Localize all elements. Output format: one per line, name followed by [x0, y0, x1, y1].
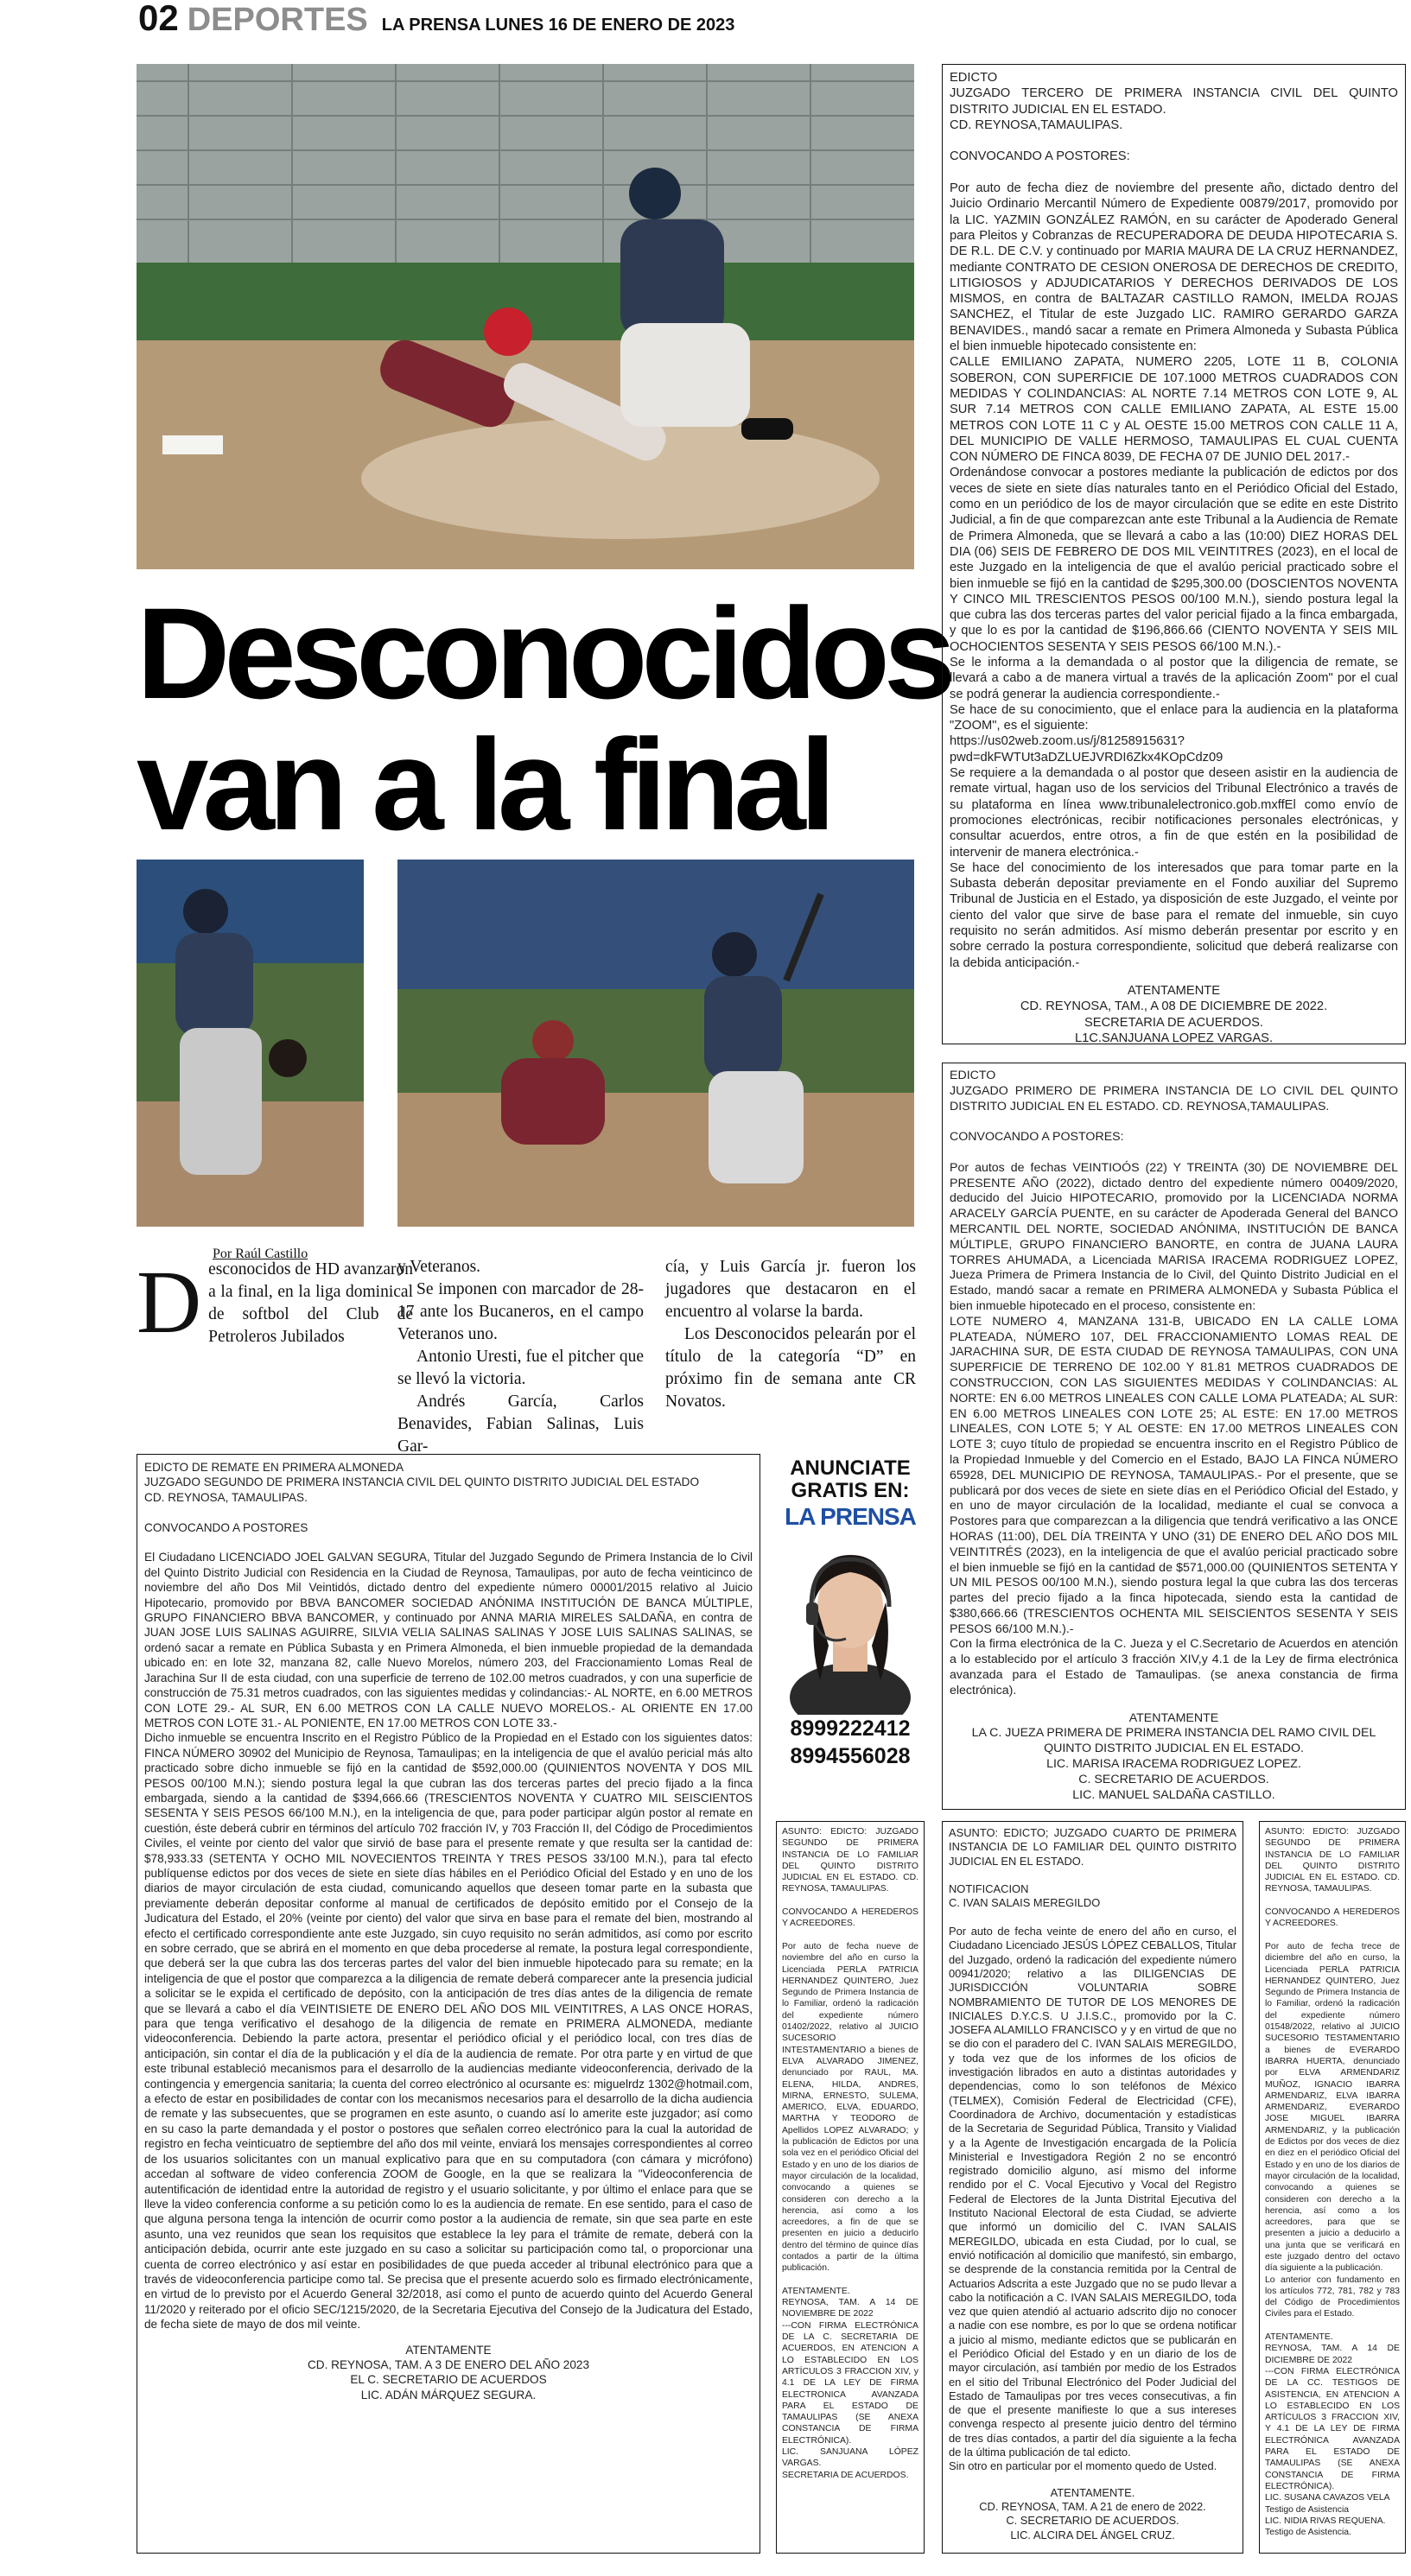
byline: Por Raúl Castillo	[213, 1247, 308, 1261]
article-paragraph: Andrés García, Carlos Benavides, Fabian Salinas, Luis Gar-	[397, 1393, 644, 1456]
article-column-3	[665, 1256, 916, 1413]
section-name: DEPORTES	[187, 2, 368, 38]
legal-notice-3	[137, 1454, 760, 2554]
notice-body: ASUNTO: EDICTO: JUZGADO SEGUNDO DE PRIMERA INSTANCIA DE LO FAMILIAR DEL QUINTO DISTRITO JUDICIAL EN EL ESTADO. CD. REYNOSA, TAMAULIPAS. CONVOCANDO A HEREDEROS Y ACREEDORES. Por auto de fecha trece de diciembre del año en curso, la Licenciada PERLA PATRICIA HERNANDEZ QUINTERO, Juez Segundo de Primera Instancia de lo Familiar, ordenó la radicación del expediente número 01548/2022, relativo al JUICIO SUCESORIO TESTAMENTARIO a bienes de EVERARDO IBARRA HUERTA, denunciado por ELVA ARMENDARIZ MUÑOZ, IGNACIO IBARRA ARMENDARIZ, ELVA IBARRA ARMENDARIZ, EVERARDO JOSE MIGUEL IBARRA ARMENDARIZ, y la publicación de Edictos por dos veces de diez en diez en el periódico Oficial del Estado y en uno de los diarios de mayor circulación de la localidad, convocando a quienes se consideren con derecho a la herencia, así como a los acreedores, para que se presenten a juicio a deducirlo a una junta que se verificará en este juzgado dentro del octavo día siguiente a la publicación. Lo anterior con fundamento en los artículos 772, 781, 782 y 783 del Código de Procedimientos Civiles para el Estado. ATENTAMENTE. REYNOSA, TAM. A 14 DE DICIEMBRE DE 2022 ---CON FIRMA ELECTRÓNICA DE LA CC. TESTIGOS DE ASISTENCIA, EN ATENCION A LO ESTABLECIDO EN LOS ARTÍCULOS 3 FRACCION XIV, Y 4.1 DE LA LEY DE FIRMA ELECTRÓNICA AVANZADA PARA EL ESTADO DE TAMAULIPAS (SE ANEXA CONSTANCIA DE FIRMA ELECTRÓNICA). LIC. SUSANA CAVAZOS VELA Testigo de Asistencia LIC. NIDIA RIVAS REQUENA. Testigo de Asistencia.	[1265, 1827, 1400, 2538]
article-paragraph: cía, y Luis García jr. fueron los jugadores que destacaron en el encuentro al volarse la barda.	[665, 1258, 916, 1321]
page-number: 02	[138, 0, 179, 38]
legal-notice-4	[776, 1821, 925, 2554]
photo-batter	[397, 860, 914, 1227]
legal-notice-5	[942, 1821, 1243, 2554]
advert-phone-2: 8994556028	[790, 1744, 911, 1768]
dateline: LA PRENSA LUNES 16 DE ENERO DE 2023	[381, 16, 735, 35]
notice-body: EDICTO DE REMATE EN PRIMERA ALMONEDA JUZGADO SEGUNDO DE PRIMERA INSTANCIA CIVIL DEL QUINTO DISTRITO JUDICIAL DEL ESTADO CD. REYNOSA, TAMAULIPAS. CONVOCANDO A POSTORES El Ciudadano LICENCIADO JOEL GALVAN SEGURA, Titular del Juzgado Segundo de Primera Instancia de lo Civil del Quinto Distrito Judicial con Residencia en la Ciudad de Reynosa, Tamaulipas, por auto de fecha veinticinco de noviembre del año Dos Mil Veintidós, dictado dentro del expediente número 00001/2015 relativo al Juicio Hipotecario, promovido por BBVA BANCOMER SOCIEDAD ANÓNIMA INSTITUCIÓN DE BANCA MÚLTIPLE, GRUPO FINANCIERO BBVA BANCOMER, y continuado por ANNA MARIA MIRELES SALDAÑA, en contra de JUAN JOSE LUIS SALINAS AGUIRRE, SILVIA VELIA SALINAS SALINAS Y JOSE LUIS SALINAS SALINAS, se ordenó sacar a remate en Pública Subasta y en Primera Almoneda, el bien inmueble propiedad de la demandada ubicado en: en lote 32, manzana 82, calle Nuevo Morelos, número 203, del Fraccionamiento Lomas Real de Jarachina Sur II de esta ciudad, con una superficie de terreno de 102.00 metros cuadrados, y con una superficie de construcción de 75.31 metros cuadrados, con las siguientes medidas y colindancias:- AL NORTE, en 6.00 METROS CON LOTE 29.- AL SUR, EN 6.00 METROS CON LA CALLE NUEVO MORELOS.- AL ORIENTE EN 17.00 METROS CON LOTE 31.- AL PONIENTE, EN 17.00 METROS CON LOTE 33.- Dicho inmueble se encuentra Inscrito en el Registro Público de la Propiedad en el Estado con los siguientes datos: FINCA NÚMERO 30902 del Municipio de Reynosa, Tamaulipas; en la inteligencia de que el avalúo pericial más alto practicado sobre dicho inmueble se fijó en la cantidad de $592,000.00 (QUINIENTOS NOVENTA Y DOS MIL PESOS 00/100 M.N.); siendo postura legal la que cubran las dos terceras partes del precio fijado a la finca embargada, siendo a la cantidad de $394,666.66 (TRESCIENTOS NOVENTA Y CUATRO MIL SEISCIENTOS SESENTA Y SEIS PESOS 66/100 M.N.), en la inteligencia de que, para poder participar algún postor al remate en cuestión, éste deberá cubrir en términos del artículo 702 fracción IV, y 703 Fracción II, del Código de Procedimientos Civiles, el veinte por ciento del valor que sirvió de base para el presente remate y que resulta ser la cantidad de: $78,933.33 (SETENTA Y OCHO MIL NOVECIENTOS TREINTA Y TRES PESOS 33/100 M.N.), para tal efecto publíquense edictos por dos veces de siete en siete días hábiles en el Periódico Oficial del Estado y en uno de los diarios de mayor circulación de esta ciudad, comunicando aquellos que deseen tomar parte en la subasta que previamente deberán depositar conforme al manual de certificados de depósito emitido por el Consejo de la Judicatura del Estado, el 20% (veinte por ciento) del valor que sirva en base para el remate del bien, mostrando al efecto el certificado correspondiente ante este Juzgado, sin cuyo requisito no serán admitidos, así como por escrito en sobre cerrado, que se abrirá en el momento en que deba procederse al remate, la postura legal correspondiente, que deberá ser la que cubra las dos terceras partes del valor del bien inmueble hipotecado para su remate; en la inteligencia de que el postor que comparezca a la diligencia de remate deberá comparecer ante la presencia judicial a solicitar se le expida el certificado de depósito, con la anticipación de tres días antes de la diligencia de remate que se llevará a cabo el día VEINTISIETE DE ENERO DEL AÑO DOS MIL VEINTITRES, A LAS ONCE HORAS, para que tenga verificativo el desahogo de la diligencia de remate en PRIMERA ALMONEDA, mediante videoconferencia. Debiendo la parte actora, presentar el periódico oficial y el periódico local, con tres días de anticipación, sin contar el día de la publicación y el día de la audiencia de remate. Por otra parte y en virtud de que este tribunal estableció mecanismos para el desarrollo de la audiencias mediante videoconferencia, derivado de la contingencia y emergencia sanitaria; la cuenta del correo electrónico al ocursante es: miguelrdz 1302@hotmail.com, a efecto de estar en posibilidades de contar con los mecanismos necesarios para el desarrollo de la dicha audiencia de remate y las subsecuentes, que se programen en este asunto, o cuando así lo amerite este juzgador; así como en su caso la parte demandada y el postor o postores que señalen correo electrónico para la cual la autoridad de registro en fecha veinticuatro de septiembre del año dos mil veinte, enviará los mensajes correspondientes al correo de los usuarios solicitantes con un manual explicativo para que en su computadora (con cámara y micrófono) accedan al software de video conferencia ZOOM de Google, en la que se realizara la "Videoconferencia de autentificación de identidad entre la autoridad de registro y el usuario solicitante, y por último el enlace para que se lleve la video conferencia conforme a su petición como lo es la audiencia de remate. En ese sentido, para el caso de que alguna persona tenga la intención de ocurrir como postor a la audiencia de remate, sin que sea parte en este asunto, una vez reunidos que sean los requisitos que establece la ley para el trámite de remate, deberá con la anticipación debida, ocurrir ante este juzgado en su caso a solicitar su participación como tal, o proporcionar una cuenta de correo electrónico y así estar en posibilidades de que pueda acceder al tribunal electrónico para que a través de videoconferencia participe como tal. Se precisa que el presente acuerdo solo es firmado electrónicamente, en virtud de lo previsto por el Acuerdo General 32/2018, así como el punto de acuerdo quinto del Acuerdo General 11/2020 y reiterado por el oficio SEC/1215/2020, de la Secretaria Ejecutiva del Consejo de la Judicatura del Estado, de fecha siete de mayo de dos mil veinte.	[144, 1461, 753, 2332]
notice-body: ASUNTO: EDICTO: JUZGADO SEGUNDO DE PRIMERA INSTANCIA DE LO FAMILIAR DEL QUINTO DISTRITO JUDICIAL EN EL ESTADO. CD. REYNOSA, TAMAULIPAS. CONVOCANDO A HEREDEROS Y ACREEDORES. Por auto de fecha nueve de noviembre del año en curso la Licenciada PERLA PATRICIA HERNANDEZ QUINTERO, Juez Segundo de Primera Instancia de lo Familiar, ordenó la radicación del expediente número 01402/2022, relativo al JUICIO SUCESORIO INTESTAMENTARIO a bienes de ELVA ALVARADO JIMENEZ, denunciado por RAUL, MA. ELENA, HILDA, ANDRES, MIRNA, ERNESTO, SULEMA, AMERICO, ELVA, EDUARDO, MARTHA Y TEODORO de Apellidos LOPEZ ALVARADO; y la publicación de Edictos por una sola vez en el periódico Oficial del Estado y en uno de los diarios de mayor circulación de la localidad, convocando a quienes se consideren con derecho a la herencia, así como a los acreedores, a fin de que se presenten en juicio a deducirlo dentro del término de quince días contados a partir de la última publicación. ATENTAMENTE. REYNOSA, TAM. A 14 DE NOVIEMBRE DE 2022 ---CON FIRMA ELECTRÓNICA DE LA C. SECRETARIA DE ACUERDOS, EN ATENCION A LO ESTABLECIDO EN LOS ARTÍCULOS 3 FRACCION XIV, y 4.1 DE LA LEY DE FIRMA ELECTRONICA AVANZADA PARA EL ESTADO DE TAMAULIPAS (SE ANEXA CONSTANCIA DE FIRMA ELECTRÓNICA). LIC. SANJUANA LÓPEZ VARGAS. SECRETARIA DE ACUERDOS.	[782, 1827, 918, 2480]
notice-signature: ATENTAMENTE. CD. REYNOSA, TAM. A 21 de enero de 2022. C. SECRETARIO DE ACUERDOS. LIC. ALCIRA DEL ÁNGEL CRUZ.	[979, 2485, 1206, 2541]
article-column-2	[397, 1256, 644, 1458]
legal-notice-1	[942, 64, 1406, 1044]
page-header	[138, 0, 743, 36]
drop-cap: D	[137, 1253, 202, 1352]
article-paragraph: Se imponen con marcador de 28-17 ante los Bucaneros, en el campo Veteranos uno.	[397, 1280, 644, 1343]
legal-notice-6	[1259, 1821, 1406, 2554]
advert-phone-1: 8999222412	[790, 1716, 911, 1741]
headline-line-2: van a la final	[137, 712, 830, 857]
photo-pitcher	[137, 860, 364, 1227]
headline-line-1: Desconocidos	[137, 581, 950, 726]
notice-signature: ATENTAMENTE CD. REYNOSA, TAM. A 3 DE ENERO DEL AÑO 2023 EL C. SECRETARIO DE ACUERDOS LIC. ADÁN MÁRQUEZ SEGURA.	[307, 2343, 590, 2402]
article-lead-text: esconocidos de HD avanzaron a la final, en la liga dominical de softbol del Club de Petroleros Jubilados	[208, 1260, 413, 1346]
advert-brand: LA PRENSA	[785, 1503, 916, 1530]
notice-body: EDICTO JUZGADO PRIMERO DE PRIMERA INSTANCIA DE LO CIVIL DEL QUINTO DISTRITO JUDICIAL EN EL ESTADO. CD. REYNOSA,TAMAULIPAS. CONVOCANDO A POSTORES: Por autos de fechas VEINTIOÓS (22) Y TREINTA (30) DE NOVIEMBRE DEL PRESENTE AÑO (2022), dictado dentro del expediente número 00409/2020, deducido del Juicio HIPOTECARIO, promovido por la LICENCIADA NORMA ARACELY GARCÍA PUENTE, en su carácter de Apoderada General del BANCO MERCANTIL DEL NORTE, SOCIEDAD ANÓNIMA, INSTITUCIÓN DE BANCA MÚLTIPLE, GRUPO FINANCIERO BANORTE, en contra de JUANA LAURA TORRES AHUMADA, a Licenciada MARISA IRACEMA RODRIGUEZ LOPEZ, Jueza Primera de Primera Instancia de lo Civil, del Quinto Distrito Judicial en el Estado, mandó sacar a remate en PRIMERA ALMONEDA y Subasta Pública el bien inmueble hipotecado en el proceso, consistente en: LOTE NUMERO 4, MANZANA 131-B, UBICADO EN LA CALLE LOMA PLATEADA, NÚMERO 107, DEL FRACCIONAMIENTO LOMAS REAL DE JARACHINA SUR, DE ESTA CIUDAD DE REYNOSA TAMAULIPAS, CON UNA SUPERFICIE DE TERRENO DE 102.00 Y 81.81 METROS CUADRADOS DE CONSTRUCCION, CON LAS SIGUIENTES MEDIDAS Y COLINDANCIAS: AL NORTE: EN 6.00 METROS LINEALES CON CALLE LOMA PLATEADA; AL SUR: EN 6.00 METROS LINEALES CON LOTE 25; AL ESTE: EN 17.00 METROS LINEALES, CON LOTE 5; Y AL OESTE: EN 17.00 METROS LINEALES CON LOTE 3; cuyo título de propiedad se encuentra inscrito en el Registro Público de la Propiedad Inmueble y del Comercio en el Estado, BAJO LA FINCA NÚMERO 65928, DEL MUNICIPIO DE REYNOSA, TAMAULIPAS.- Por el presente, que se publicará por dos veces de siete en siete días en el Periódico Oficial del Estado, y en uno de mayor circulación de la localidad, mediante el cual se convoca a Postores para que comparezcan a la diligencia que tendrá verificativo a las ONCE HORAS (11:00), DEL DÍA TREINTA Y UNO (31) DE ENERO DEL AÑO DOS MIL VEINTITRÉS (2023), en la inteligencia de que el avalúo pericial practicado sobre el bien inmueble se fijó en la cantidad de $571,000.00 (QUINIENTOS SETENTA Y UN MIL PESOS 00/100 M.N.), siendo postura legal la que cubra las dos terceras partes del precio fijado a la finca hipotecada, siendo esta la cantidad de $380,666.66 (TRESCIENTOS OCHENTA MIL SEISCIENTOS SESENTA Y SEIS PESOS 66/100 M.N.).- Con la firma electrónica de la C. Jueza y el C.Secretario de Acuerdos en atención a lo establecido por el artículo 3 fracción XIV,y 4.1 de la Ley de firma electrónica avanzada para el Estado de Tamaulipas. (se anexa constancia de firma electrónica).	[950, 1069, 1398, 1697]
notice-signature: ATENTAMENTE CD. REYNOSA, TAM., A 08 DE DICIEMBRE DE 2022. SECRETARIA DE ACUERDOS. L1C.SANJUANA LOPEZ VARGAS.	[1020, 983, 1328, 1045]
advert-la-prensa	[776, 1454, 925, 1804]
notice-body: EDICTO JUZGADO TERCERO DE PRIMERA INSTANCIA CIVIL DEL QUINTO DISTRITO JUDICIAL EN EL ESTADO. CD. REYNOSA,TAMAULIPAS. CONVOCANDO A POSTORES: Por auto de fecha diez de noviembre del presente año, dictado dentro del Juicio Ordinario Mercantil Número de Expediente 00879/2017, promovido por la LIC. YAZMIN GONZÁLEZ RAMÓN, en su carácter de Apoderado General para Pleitos y Cobranzas de RECUPERADORA DE DEUDA HIPOTECARIA S. DE R.L. DE C.V. y continuado por MARIA MAURA DE LA CRUZ HERNANDEZ, mediante CONTRATO DE CESION ONEROSA DE DERECHOS DE CREDITO, LITIGIOSOS y ADJUDICATARIOS Y DERECHOS DERIVADOS DE LOS MISMOS, en contra de BALTAZAR CASTILLO RAMON, IMELDA ROJAS SANCHEZ, el Titular de este Juzgado LIC. RAMIRO GERARDO GARZA BENAVIDES., mandó sacar a remate en Primera Almoneda y Subasta Pública el bien inmueble hipotecado consistente en: CALLE EMILIANO ZAPATA, NUMERO 2205, LOTE 11 B, COLONIA SOBERON, CON SUPERFICIE DE 107.1000 METROS CUADRADOS CON MEDIDAS Y COLINDANCIAS: AL NORTE 7.14 METROS CON LOTE 9, AL SUR 7.14 METROS CON CALLE EMILIANO ZAPATA, AL ESTE 15.00 METROS CON LOTE 11 C y AL OESTE 15.00 METROS CON CALLE 11 A, DEL MUNICIPIO DE VALLE HERMOSO, TAMAULIPAS EL CUAL CUENTA CON NÚMERO DE FINCA 8039, DE FECHA 07 DE JUNIO DEL 2017.- Ordenándose convocar a postores mediante la publicación de edictos por dos veces de siete en siete días naturales tanto en el Periódico Oficial del Estado, como en un periódico de los de mayor circulación que se edite en este Distrito Judicial, a fin de que comparezcan ante este Tribunal a la Audiencia de Remate de Primera Almoneda, que se llevará a cabo a las (10:00) DIEZ HORAS DEL DIA (06) SEIS DE FEBRERO DE DOS MIL VEINTITRES (2023), en el local de este Juzgado en la inteligencia de que el avalúo pericial practicado sobre el bien inmueble se fijó en la cantidad de $295,300.00 (DOSCIENTOS NOVENTA Y CINCO MIL TRESCIENTOS PESOS 00/100 M.N.), siendo postura legal la que cubra las dos terceras partes del valor pericial fijado a la finca embargada, y que lo es por la cantidad de $196,866.66 (CIENTO NOVENTA Y SEIS MIL OCHOCIENTOS SESENTA Y SEIS PESOS 66/100 M.N.).- Se le informa a la demandada o al postor que la diligencia de remate, se llevará a cabo a de manera virtual a través de la aplicación Zoom" por el cual se podrá generar la audiencia correspondiente.- Se hace de su conocimiento, que el enlace para la audiencia en la plataforma "ZOOM", es el siguiente: https://us02web.zoom.us/j/81258915631?pwd=dkFWTUt3aDZLUEJVRDI6Zkx4KOpCdz09 Se requiere a la demandada o al postor que deseen asistir en la audiencia de remate virtual, hagan uso de los servicios del Tribunal Electrónico a través de su plataforma en línea www.tribunalelectronico.gob.mxffEl como envío de promociones electrónicas, recibir notificaciones personales electrónicas, y consultar acuerdos, entre otros, a fin de que estén en la posibilidad de intervenir de manera electrónica.- Se hace del conocimiento de los interesados que para tomar parte en la Subasta deberán depositar previamente en el Fondo auxiliar del Supremo Tribunal de Justicia en el Estado, ya disposición de este Juzgado, el veinte por ciento del valor que sirve de base para el remate del inmueble, sin cuyo requisito no serán admitidos. Así mismo deberán presentar por escrito y en sobre cerrado la postura correspondiente, solicitud que deberá realizarse con la debida anticipación.-	[950, 71, 1398, 970]
photo-player-sliding	[137, 64, 914, 569]
headset-operator-icon	[785, 1533, 915, 1715]
headline	[137, 581, 950, 857]
article-paragraph: Los Desconocidos pelearán por el título de la categoría “D” en próximo fin de semana ante CR Novatos.	[665, 1325, 916, 1411]
notice-signature: ATENTAMENTE LA C. JUEZA PRIMERA DE PRIMERA INSTANCIA DEL RAMO CIVIL DEL QUINTO DISTRITO JUDICIAL EN EL ESTADO. LIC. MARISA IRACEMA RODRIGUEZ LOPEZ. C. SECRETARIO DE ACUERDOS. LIC. MANUEL SALDAÑA CASTILLO.	[971, 1710, 1376, 1802]
legal-notice-2	[942, 1063, 1406, 1810]
advert-headline: ANUNCIATE GRATIS EN:	[790, 1456, 911, 1502]
article-paragraph: y Veteranos.	[397, 1258, 481, 1276]
notice-body: ASUNTO: EDICTO; JUZGADO CUARTO DE PRIMERA INSTANCIA DE LO FAMILIAR DEL QUINTO DISTRITO JUDICIAL EN EL ESTADO. NOTIFICACION C. IVAN SALAIS MEREGILDO Por auto de fecha veinte de enero del año en curso, el Ciudadano Licenciado JESÚS LÓPEZ CEBALLOS, Titular del Juzgado, ordenó la radicación del expediente número 00941/2020; relativo a las DILIGENCIAS DE JURISDICCIÓN VOLUNTARIA SOBRE NOMBRAMIENTO DE TUTOR DE LOS MENORES DE INICIALES D.Y.C.S. U J.I.S.C., promovido por la C. JOSEFA ALAMILLO FRANCISCO y y en virtud de que no se dio con el paradero del C. IVAN SALAIS MEREGILDO, y toda vez que de los informes de los oficios de investigación librados en auto a distintas autoridades y dependencias, como lo son teléfonos de México (TELMEX), Comisión Federal de Electricidad (CFE), Coordinadora de Archivo, documentación y estadísticas de la Secretaria de Seguridad Pública, Transito y Vialidad y a la Agente de Investigación encargada de la Policía Ministerial e Investigadora Región 2 no se encontró registrado domicilio alguno, así mismo del informe rendido por el C. Vocal Ejecutivo y Vocal del Registro Federal de Electores de la Junta Distrital Ejecutiva del Instituto Nacional Electoral de esta Ciudad, se advierte que informó un domicilio del C. IVAN SALAIS MEREGILDO, ubicada en esta Ciudad, por lo cual, se envió notificación al domicilio que manifestó, sin embargo, se desprende de la constancia remitida por la Central de Actuarios Adscrita a este Juzgado que no se pudo llevar a cabo la notificación a C. IVAN SALAIS MEREGILDO, toda vez que quien atendió al actuario adscrito dijo no conocer a nadie con ese nombre, es por lo que se ordena notificar a juicio al mismo, mediante edictos que se publicarán en el Periódico Oficial del Estado y en un diario de los de mayor circulación, así también por medio de los Estrados en el sitio del Tribunal Electrónico del Poder Judicial del Estado de Tamaulipas por tres veces consecutivas, a fin de que el presente manifieste lo que a sus intereses convenga respecto al presente juicio dentro del término de tres días contados, a partir del día siguiente a la fecha de la última publicación de tal edicto. Sin otro en particular por el momento quedo de Usted.	[949, 1826, 1236, 2473]
article-paragraph: Antonio Uresti, fue el pitcher que se llevó la victoria.	[397, 1348, 644, 1388]
